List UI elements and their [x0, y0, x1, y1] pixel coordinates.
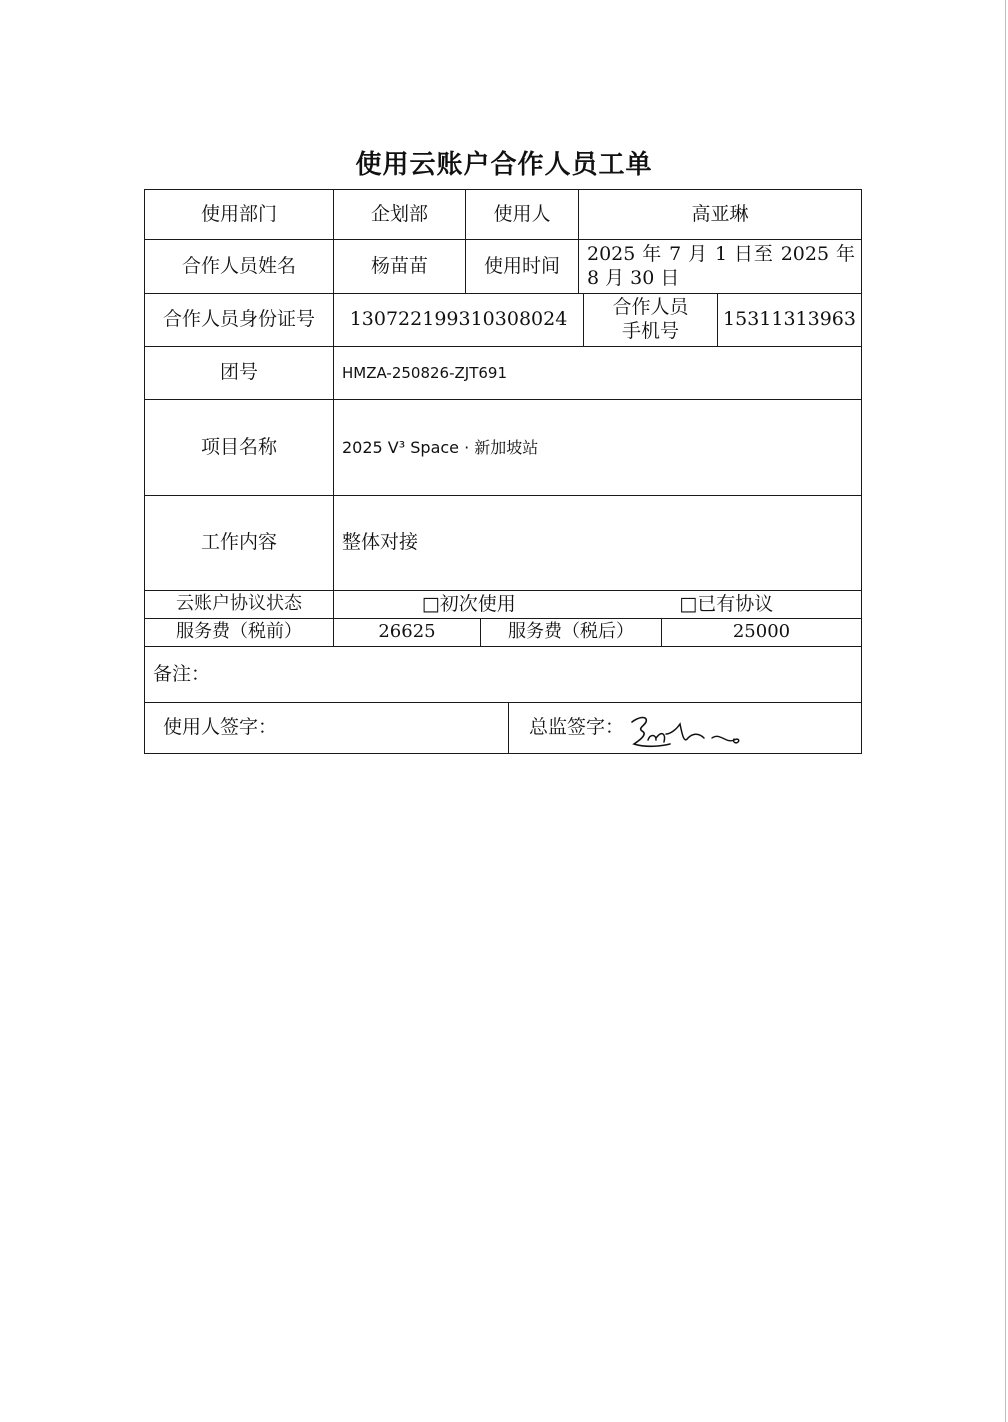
work-label: 工作内容	[144, 495, 334, 591]
period-value: 2025 年 7 月 1 日至 2025 年 8 月 30 日	[578, 239, 862, 294]
project-label: 项目名称	[144, 399, 334, 496]
partner-id-label: 合作人员身份证号	[144, 293, 334, 347]
checkbox-first-use[interactable]: □初次使用	[421, 592, 516, 615]
partner-name-value: 杨苗苗	[333, 239, 466, 294]
dept-label: 使用部门	[144, 189, 334, 240]
group-label: 团号	[144, 346, 334, 400]
dept-value: 企划部	[333, 189, 466, 240]
director-signature-cell: 总监签字：	[508, 702, 862, 754]
partner-name-label: 合作人员姓名	[144, 239, 334, 294]
fee-pre-tax-label: 服务费（税前）	[144, 618, 334, 647]
user-value: 高亚琳	[578, 189, 862, 240]
partner-phone-label: 合作人员手机号	[583, 293, 718, 347]
agreement-options	[333, 590, 862, 619]
user-signature-cell: 使用人签字：	[144, 702, 509, 754]
remark-cell: 备注：	[144, 646, 862, 703]
fee-post-tax-label: 服务费（税后）	[480, 618, 662, 647]
scan-edge-line	[1005, 0, 1006, 1422]
checkbox-existing-agreement[interactable]: □已有协议	[679, 592, 774, 615]
user-label: 使用人	[465, 189, 579, 240]
work-value: 整体对接	[333, 495, 862, 591]
director-signature-image	[626, 704, 756, 754]
fee-post-tax-value: 25000	[661, 618, 862, 647]
period-label: 使用时间	[465, 239, 579, 294]
partner-phone-value: 15311313963	[717, 293, 862, 347]
agreement-label: 云账户协议状态	[144, 590, 334, 619]
project-value: 2025 V³ Space · 新加坡站	[333, 399, 862, 496]
group-value: HMZA-250826-ZJT691	[333, 346, 862, 400]
fee-pre-tax-value: 26625	[333, 618, 481, 647]
form-title: 使用云账户合作人员工单	[355, 150, 653, 180]
partner-id-value: 130722199310308024	[333, 293, 584, 347]
